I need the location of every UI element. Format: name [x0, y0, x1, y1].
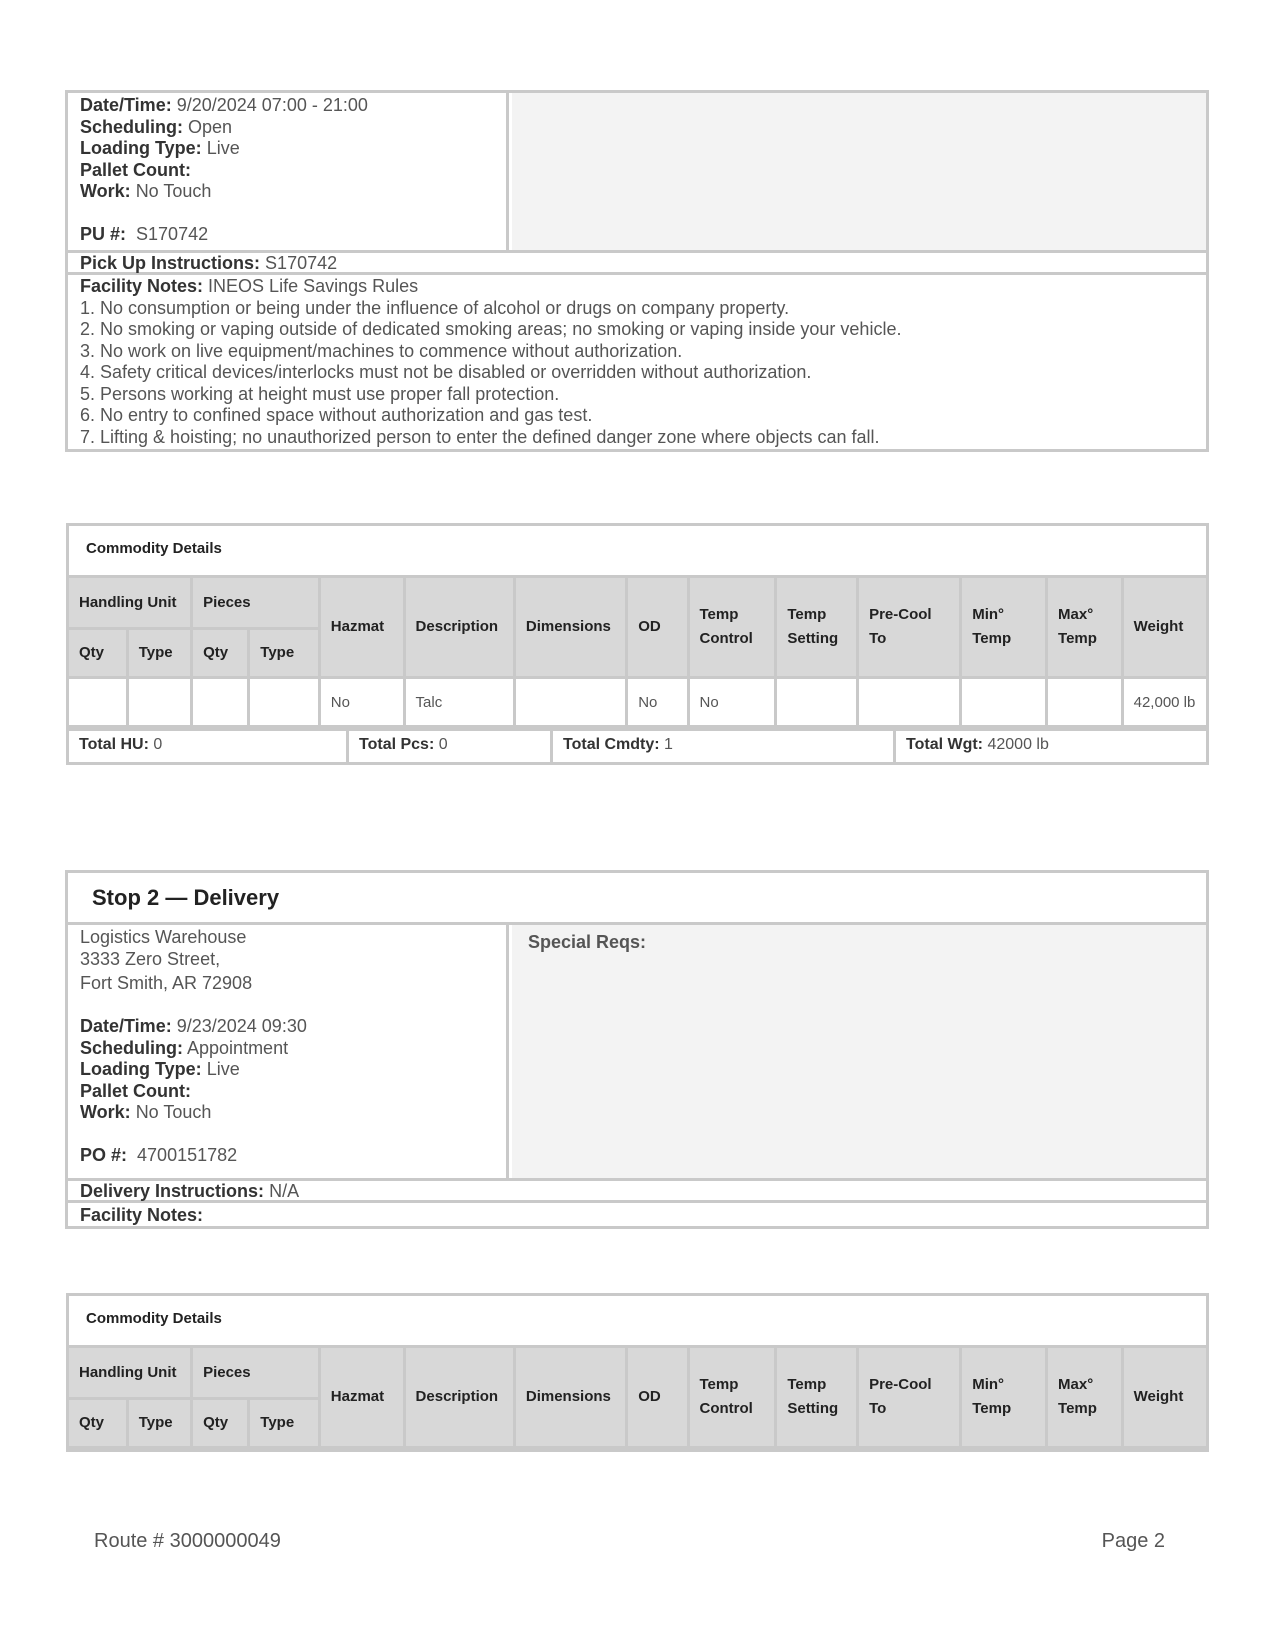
- scheduling-label: Scheduling:: [80, 1037, 183, 1058]
- loading-type-label: Loading Type:: [80, 138, 202, 158]
- facility-rule: 6. No entry to confined space without authorization and gas test.: [80, 405, 593, 425]
- pc-qty-header: Qty: [192, 629, 249, 678]
- pallet-count-label: Pallet Count:: [80, 159, 191, 180]
- pc-type-cell: [249, 678, 320, 727]
- max-temp-header: Max° Temp: [1047, 578, 1123, 678]
- total-cmdty: [553, 731, 896, 762]
- delivery-instructions-value: N/A: [269, 1181, 300, 1201]
- work-label: Work:: [80, 1102, 131, 1122]
- total-pcs-value: 0: [438, 736, 448, 753]
- datetime-label: Date/Time:: [80, 95, 172, 115]
- max-temp-header: Max° Temp: [1047, 1348, 1123, 1448]
- total-hu-label: Total HU:: [79, 736, 149, 753]
- facility-rule: 2. No smoking or vaping outside of dedicated smoking areas; no smoking or vaping inside your vehicle.: [80, 319, 902, 339]
- dimensions-cell: [514, 678, 626, 727]
- facility-rule: 3. No work on live equipment/machines to commence without authorization.: [80, 340, 683, 361]
- pc-type-header: Type: [249, 629, 320, 678]
- facility-name: Logistics Warehouse: [80, 927, 247, 947]
- total-pcs-label: Total Pcs:: [359, 736, 435, 753]
- description-header: Description: [404, 1348, 514, 1448]
- scheduling-label: Scheduling:: [80, 116, 183, 137]
- min-temp-header: Min° Temp: [961, 1348, 1047, 1448]
- pc-type-header: Type: [249, 1399, 320, 1448]
- precool-header: Pre-Cool To: [858, 1348, 961, 1448]
- delivery-instructions-label: Delivery Instructions:: [80, 1181, 265, 1201]
- scheduling-value: Open: [188, 116, 233, 137]
- total-wgt-value: 42000 lb: [987, 736, 1049, 753]
- total-hu: [69, 731, 349, 762]
- commodity-details-title: Commodity Details: [69, 1296, 1206, 1348]
- description-header: Description: [404, 578, 514, 678]
- route-number: Route # 3000000049: [94, 1530, 281, 1552]
- loading-type-value: Live: [206, 138, 240, 158]
- hu-qty-cell: [69, 678, 127, 727]
- temp-control-cell: No: [688, 678, 776, 727]
- stop1-section: [65, 90, 1209, 452]
- delivery-instructions: [68, 1178, 1206, 1203]
- commodity-details-1: [66, 523, 1209, 765]
- stop2-section: [65, 870, 1209, 1229]
- address-city: Fort Smith, AR 72908: [80, 973, 253, 993]
- commodity-table: [69, 578, 1206, 728]
- total-wgt: [896, 731, 1206, 762]
- precool-header: Pre-Cool To: [858, 578, 961, 678]
- datetime-value: 9/20/2024 07:00 - 21:00: [176, 95, 368, 115]
- handling-unit-header: Handling Unit: [69, 1348, 192, 1399]
- min-temp-cell: [961, 678, 1047, 727]
- pickup-instructions-value: S170742: [265, 253, 338, 273]
- hu-type-header: Type: [127, 629, 191, 678]
- datetime-value: 9/23/2024 09:30: [176, 1016, 307, 1036]
- stop2-title: Stop 2 — Delivery: [68, 873, 1206, 925]
- pieces-header: Pieces: [192, 1348, 320, 1399]
- temp-setting-header: Temp Setting: [776, 1348, 858, 1448]
- commodity-details-2: [66, 1293, 1209, 1452]
- commodity-table: [69, 1348, 1206, 1449]
- temp-setting-cell: [776, 678, 858, 727]
- temp-control-header: Temp Control: [688, 1348, 776, 1448]
- facility-rule: 7. Lifting & hoisting; no unauthorized person to enter the defined danger zone where objects can fall.: [80, 426, 880, 447]
- dimensions-header: Dimensions: [514, 1348, 626, 1448]
- stop1-special-panel: [512, 93, 1206, 250]
- hazmat-cell: No: [319, 678, 404, 727]
- pallet-count-label: Pallet Count:: [80, 1080, 191, 1101]
- table-row: [69, 678, 1206, 727]
- total-pcs: [349, 731, 553, 762]
- od-cell: No: [627, 678, 688, 727]
- facility-notes-title: INEOS Life Savings Rules: [208, 276, 419, 296]
- min-temp-header: Min° Temp: [961, 578, 1047, 678]
- pc-qty-header: Qty: [192, 1399, 249, 1448]
- total-wgt-label: Total Wgt:: [906, 736, 984, 753]
- total-cmdty-label: Total Cmdty:: [563, 736, 660, 753]
- loading-type-label: Loading Type:: [80, 1059, 202, 1079]
- stop2-info: [68, 925, 509, 1178]
- datetime-label: Date/Time:: [80, 1016, 172, 1036]
- weight-cell: 42,000 lb: [1122, 678, 1206, 727]
- facility-rule: 1. No consumption or being under the influence of alcohol or drugs on company property.: [80, 297, 790, 318]
- hu-type-header: Type: [127, 1399, 191, 1448]
- dimensions-header: Dimensions: [514, 578, 626, 678]
- po-number-label: PO #:: [80, 1145, 128, 1165]
- page-number: Page 2: [1101, 1530, 1165, 1552]
- work-value: No Touch: [135, 1102, 212, 1122]
- facility-notes-label: Facility Notes:: [80, 1205, 204, 1225]
- pu-number-value: S170742: [136, 224, 209, 244]
- precool-cell: [858, 678, 961, 727]
- pickup-instructions: [68, 250, 1206, 275]
- od-header: OD: [627, 578, 688, 678]
- description-cell: Talc: [404, 678, 514, 727]
- temp-setting-header: Temp Setting: [776, 578, 858, 678]
- max-temp-cell: [1047, 678, 1123, 727]
- work-value: No Touch: [135, 181, 212, 201]
- pu-number-label: PU #:: [80, 224, 127, 244]
- commodity-totals: [69, 728, 1206, 762]
- facility-rule: 4. Safety critical devices/interlocks must not be disabled or overridden without authorization.: [80, 362, 812, 382]
- weight-header: Weight: [1122, 1348, 1206, 1448]
- total-cmdty-value: 1: [664, 736, 673, 753]
- hu-type-cell: [127, 678, 191, 727]
- special-reqs-panel: [512, 925, 1206, 1178]
- special-reqs-label: Special Reqs:: [528, 932, 647, 952]
- po-number-value: 4700151782: [137, 1145, 238, 1165]
- commodity-details-title: Commodity Details: [69, 526, 1206, 578]
- weight-header: Weight: [1122, 578, 1206, 678]
- facility-notes: [68, 275, 1206, 448]
- address-street: 3333 Zero Street,: [80, 948, 221, 969]
- pickup-instructions-label: Pick Up Instructions:: [80, 253, 261, 273]
- loading-type-value: Live: [206, 1059, 240, 1079]
- temp-control-header: Temp Control: [688, 578, 776, 678]
- pieces-header: Pieces: [192, 578, 320, 629]
- scheduling-value: Appointment: [187, 1037, 289, 1058]
- facility-rule: 5. Persons working at height must use proper fall protection.: [80, 383, 560, 404]
- facility-notes: [68, 1203, 1206, 1229]
- pc-qty-cell: [192, 678, 249, 727]
- hazmat-header: Hazmat: [319, 1348, 404, 1448]
- total-hu-value: 0: [153, 736, 163, 753]
- work-label: Work:: [80, 181, 131, 201]
- hu-qty-header: Qty: [69, 629, 127, 678]
- stop1-info: [68, 93, 509, 250]
- facility-notes-label: Facility Notes:: [80, 276, 204, 296]
- od-header: OD: [627, 1348, 688, 1448]
- hazmat-header: Hazmat: [319, 578, 404, 678]
- hu-qty-header: Qty: [69, 1399, 127, 1448]
- handling-unit-header: Handling Unit: [69, 578, 192, 629]
